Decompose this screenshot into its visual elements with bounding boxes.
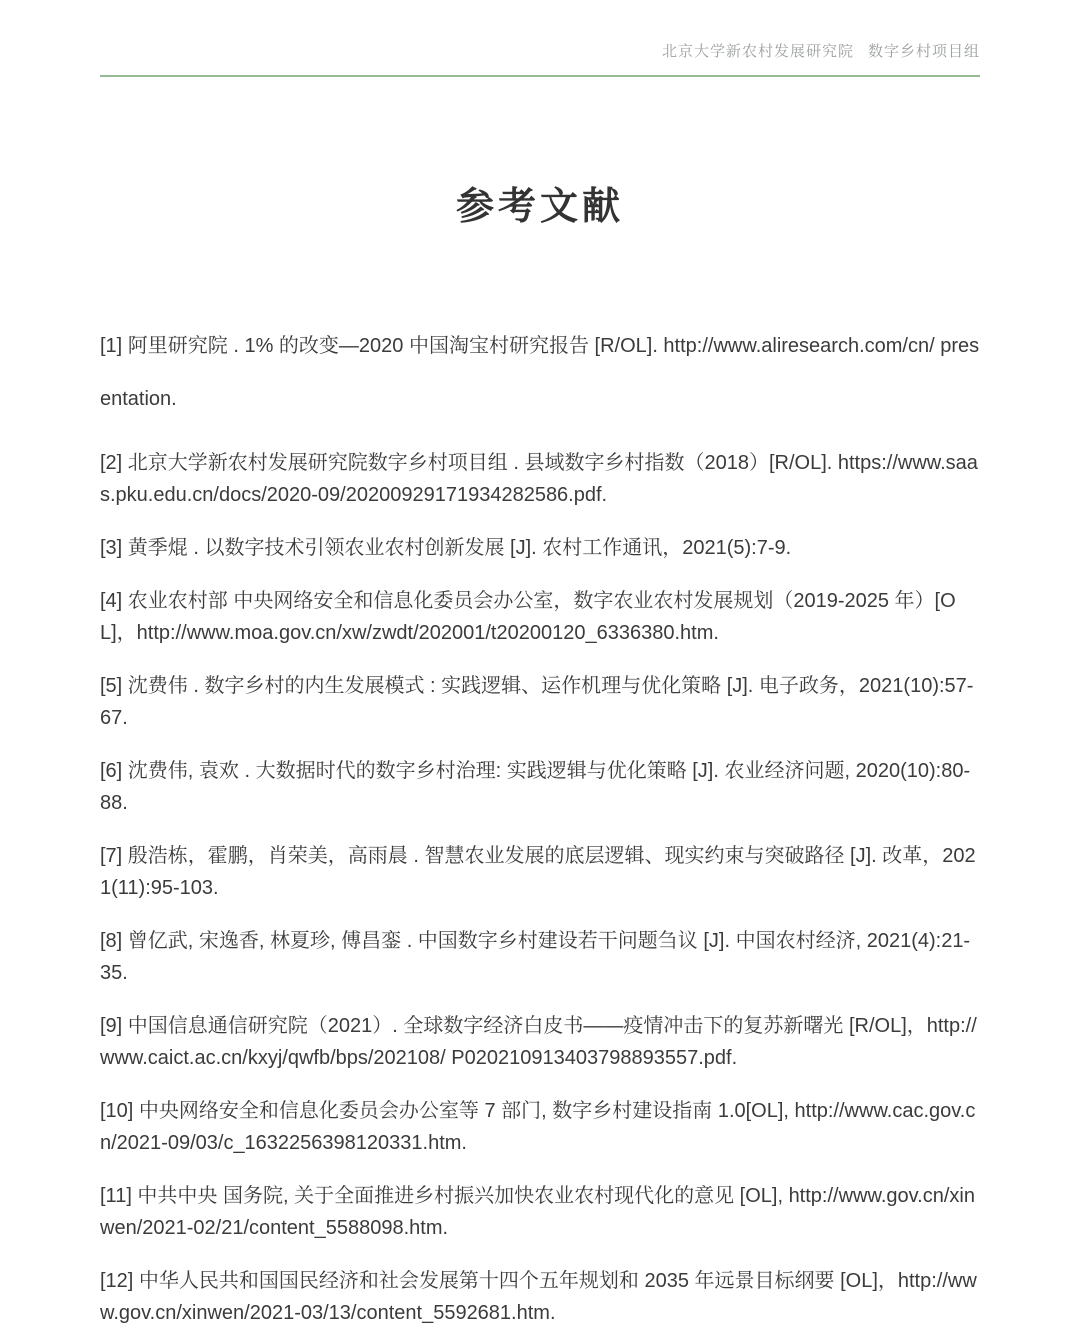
reference-entry: [6] 沈费伟, 袁欢 . 大数据时代的数字乡村治理: 实践逻辑与优化策略 [J]. 农业经济问题, 2020(10):80-88. bbox=[100, 760, 971, 814]
reference-entry: [9] 中国信息通信研究院（2021）. 全球数字经济白皮书——疫情冲击下的复苏新曙光 [R/OL]，http://www.caict.ac.cn/kxyj/qwfb/bps/202108/ P020210913403798893557.pdf. bbox=[100, 1015, 977, 1069]
reference-entry: [11] 中共中央 国务院, 关于全面推进乡村振兴加快农业农村现代化的意见 [OL], http://www.gov.cn/xinwen/2021-02/21/content_5588098.htm. bbox=[100, 1185, 975, 1239]
page-title: 参考文献 bbox=[455, 186, 624, 228]
reference-entry: [3] 黄季焜 . 以数字技术引领农业农村创新发展 [J]. 农村工作通讯，2021(5):7-9. bbox=[100, 537, 792, 559]
reference-entry: [2] 北京大学新农村发展研究院数字乡村项目组 . 县域数字乡村指数（2018）[R/OL]. https://www.saas.pku.edu.cn/docs/2020-09/20200929171934282586.pdf. bbox=[100, 452, 978, 506]
reference-entry: [5] 沈费伟 . 数字乡村的内生发展模式 : 实践逻辑、运作机理与优化策略 [J]. 电子政务，2021(10):57-67. bbox=[100, 675, 974, 729]
reference-entry: [10] 中央网络安全和信息化委员会办公室等 7 部门, 数字乡村建设指南 1.0[OL], http://www.cac.gov.cn/2021-09/03/c_1632256398120331.htm. bbox=[100, 1100, 976, 1154]
header-group-label: 数字乡村项目组 bbox=[867, 43, 980, 60]
reference-entry: [1] 阿里研究院 . 1% 的改变—2020 中国淘宝村研究报告 [R/OL]. http://www.aliresearch.com/cn/ presentation. bbox=[100, 335, 980, 410]
reference-entry: [7] 殷浩栋，霍鹏，肖荣美，高雨晨 . 智慧农业发展的底层逻辑、现实约束与突破路径 [J]. 改革，2021(11):95-103. bbox=[100, 845, 976, 899]
references-list bbox=[100, 320, 980, 1329]
header-divider-line bbox=[100, 75, 980, 77]
reference-entry: [12] 中华人民共和国国民经济和社会发展第十四个五年规划和 2035 年远景目标纲要 [OL]，http://www.gov.cn/xinwen/2021-03/13/content_5592681.htm. bbox=[100, 1270, 977, 1324]
reference-entry: [4] 农业农村部 中央网络安全和信息化委员会办公室，数字农业农村发展规划（2019-2025 年）[OL]，http://www.moa.gov.cn/xw/zwdt/202001/t20200120_6336380.htm. bbox=[100, 590, 956, 644]
header-org-label: 北京大学新农村发展研究院 bbox=[661, 43, 854, 60]
page-header bbox=[0, 0, 1080, 61]
reference-entry: [8] 曾亿武, 宋逸香, 林夏珍, 傅昌銮 . 中国数字乡村建设若干问题刍议 [J]. 中国农村经济, 2021(4):21-35. bbox=[100, 930, 971, 984]
